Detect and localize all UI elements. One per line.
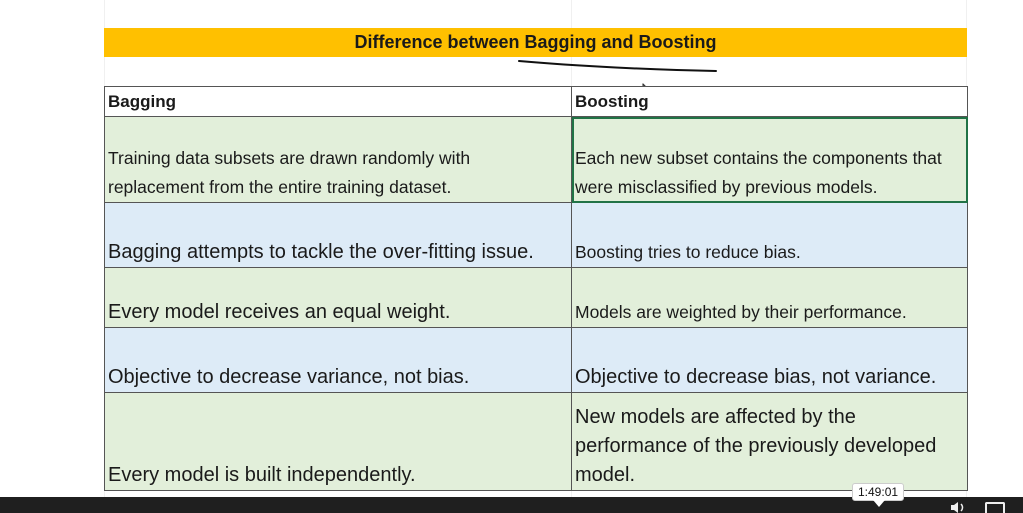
boosting-cell: Models are weighted by their performance. xyxy=(572,268,968,328)
subtitles-icon[interactable] xyxy=(985,502,1005,513)
seek-timestamp-tooltip: 1:49:01 xyxy=(852,483,904,501)
table-header-row xyxy=(105,87,968,117)
boosting-cell: Boosting tries to reduce bias. xyxy=(572,203,968,268)
table-row xyxy=(105,393,968,491)
boosting-cell: New models are affected by the performance of the previously developed model. xyxy=(572,393,968,491)
bagging-cell: Objective to decrease variance, not bias. xyxy=(105,328,572,393)
table-row xyxy=(105,268,968,328)
header-bagging: Bagging xyxy=(105,87,572,117)
bagging-cell: Bagging attempts to tackle the over-fitting issue. xyxy=(105,203,572,268)
boosting-cell: Each new subset contains the components that were misclassified by previous models. xyxy=(572,117,968,203)
comparison-table xyxy=(104,86,968,491)
volume-icon[interactable] xyxy=(950,500,966,513)
pen-annotation-underline xyxy=(515,58,720,76)
header-boosting: Boosting xyxy=(572,87,968,117)
bagging-cell: Every model receives an equal weight. xyxy=(105,268,572,328)
table-row xyxy=(105,117,968,203)
bagging-cell: Training data subsets are drawn randomly with replacement from the entire training dataset. xyxy=(105,117,572,203)
boosting-cell: Objective to decrease bias, not variance. xyxy=(572,328,968,393)
page-title: Difference between Bagging and Boosting xyxy=(354,32,717,52)
title-banner xyxy=(104,28,967,57)
table-row xyxy=(105,203,968,268)
table-row xyxy=(105,328,968,393)
bagging-cell: Every model is built independently. xyxy=(105,393,572,491)
